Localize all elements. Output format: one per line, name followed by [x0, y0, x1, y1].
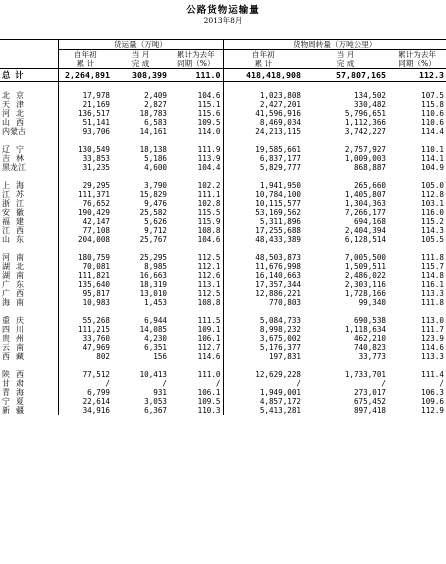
col-header-month: 当 月 — [131, 50, 150, 59]
cell-month-volume: 15,829 — [139, 190, 167, 199]
cell-ytd-turnover: 3,675,002 — [259, 334, 301, 343]
cell-month-turnover: 7,266,177 — [344, 208, 386, 217]
cell-month-volume: 4,230 — [144, 334, 167, 343]
cell-month-volume: 308,399 — [112, 69, 169, 82]
cell-pct-volume: 115.6 — [169, 109, 223, 118]
row-label: 总 计 — [0, 69, 58, 82]
cell-month-turnover: 2,757,927 — [344, 145, 386, 154]
table-row — [0, 271, 446, 280]
cell-month-volume: 5,626 — [144, 217, 167, 226]
cell-pct-volume: 111.5 — [169, 316, 223, 325]
cell-month-turnover: 273,017 — [353, 388, 386, 397]
cell-ytd-volume: 76,652 — [82, 199, 110, 208]
cell-pct-turnover: 112.3 — [388, 69, 446, 82]
row-label: 辽宁 — [0, 145, 58, 154]
cell-pct-volume: 113.9 — [169, 154, 223, 163]
cell-pct-turnover: 111.8 — [421, 298, 444, 307]
cell-pct-volume: 108.8 — [169, 226, 223, 235]
col-header-ytd-sub: 累 计 — [58, 59, 112, 69]
row-label: 宁夏 — [0, 397, 58, 406]
cell-ytd-volume: 6,799 — [87, 388, 110, 397]
col-header-pct-sub: 同期（%） — [388, 59, 446, 69]
row-label: 云南 — [0, 343, 58, 352]
row-label: 西藏 — [0, 352, 58, 361]
cell-pct-volume: 112.6 — [169, 271, 223, 280]
table-row — [0, 181, 446, 190]
cell-pct-turnover: 111.8 — [421, 253, 444, 262]
cell-pct-turnover: 114.1 — [421, 154, 444, 163]
cell-pct-volume: 114.0 — [169, 127, 223, 136]
cell-month-turnover: 897,418 — [353, 406, 386, 415]
cell-pct-volume: 112.1 — [169, 262, 223, 271]
cell-ytd-turnover: 5,311,896 — [259, 217, 301, 226]
cell-pct-turnover: 123.9 — [421, 334, 444, 343]
row-label: 山西 — [0, 118, 58, 127]
cell-month-volume: 10,413 — [139, 370, 167, 379]
cell-month-turnover: 7,005,500 — [344, 253, 386, 262]
row-label: 新疆 — [0, 406, 58, 415]
cell-ytd-volume: 34,916 — [82, 406, 110, 415]
cell-month-volume: / — [162, 379, 167, 388]
table-row — [0, 397, 446, 406]
group-spacer — [0, 82, 446, 92]
cell-month-volume: 2,827 — [144, 100, 167, 109]
cell-month-volume: 1,453 — [144, 298, 167, 307]
cell-pct-volume: 104.4 — [169, 163, 223, 172]
cell-pct-volume: 114.6 — [169, 352, 223, 361]
cell-ytd-turnover: 5,084,733 — [259, 316, 301, 325]
cell-pct-volume: 104.6 — [169, 91, 223, 100]
cell-pct-turnover: 115.8 — [421, 100, 444, 109]
cell-ytd-turnover: 11,676,998 — [255, 262, 301, 271]
cell-month-turnover: 57,807,165 — [303, 69, 388, 82]
cell-pct-volume: 112.5 — [169, 253, 223, 262]
row-label: 湖北 — [0, 262, 58, 271]
row-label: 青海 — [0, 388, 58, 397]
report-subtitle: 2013年8月 — [203, 16, 243, 25]
table-row — [0, 325, 446, 334]
cell-month-volume: 4,600 — [144, 163, 167, 172]
cell-month-volume: 16,663 — [139, 271, 167, 280]
table-row — [0, 289, 446, 298]
row-label: 湖南 — [0, 271, 58, 280]
cell-ytd-volume: 95,817 — [82, 289, 110, 298]
cell-ytd-volume: 111,215 — [77, 325, 110, 334]
cell-month-turnover: 134,502 — [353, 91, 386, 100]
cell-month-volume: 3,790 — [144, 181, 167, 190]
cell-pct-volume: 102.2 — [169, 181, 223, 190]
cell-pct-volume: 113.1 — [169, 280, 223, 289]
cell-month-volume: 6,367 — [144, 406, 167, 415]
cell-ytd-volume: 77,512 — [82, 370, 110, 379]
cell-ytd-volume: 17,978 — [82, 91, 110, 100]
cell-pct-turnover: / — [439, 379, 444, 388]
cell-pct-turnover: 106.3 — [421, 388, 444, 397]
table-row — [0, 352, 446, 361]
cell-ytd-volume: 21,169 — [82, 100, 110, 109]
cell-pct-volume: 115.5 — [169, 208, 223, 217]
cell-month-turnover: 675,452 — [353, 397, 386, 406]
cell-ytd-volume: 33,853 — [82, 154, 110, 163]
table-row — [0, 226, 446, 235]
cell-month-turnover: 1,112,366 — [344, 118, 386, 127]
cell-pct-turnover: 105.0 — [421, 181, 444, 190]
cell-ytd-turnover: 1,023,808 — [259, 91, 301, 100]
cell-pct-volume: 111.0 — [169, 69, 223, 82]
row-label: 黑龙江 — [0, 163, 58, 172]
cell-month-volume: 2,409 — [144, 91, 167, 100]
cell-ytd-turnover: 19,585,661 — [255, 145, 301, 154]
cell-month-turnover: 6,128,514 — [344, 235, 386, 244]
table-row — [0, 190, 446, 199]
table-row — [0, 343, 446, 352]
cell-month-turnover: / — [381, 379, 386, 388]
cell-pct-volume: 111.9 — [169, 145, 223, 154]
cell-pct-turnover: 114.4 — [421, 127, 444, 136]
group-spacer — [0, 172, 446, 181]
cell-pct-turnover: 114.8 — [421, 271, 444, 280]
row-label: 江西 — [0, 226, 58, 235]
group-spacer — [0, 244, 446, 253]
cell-pct-turnover: 110.1 — [421, 145, 444, 154]
cell-pct-turnover: 104.9 — [421, 163, 444, 172]
table-row — [0, 208, 446, 217]
row-label: 福建 — [0, 217, 58, 226]
cell-month-turnover: 740,823 — [353, 343, 386, 352]
cell-ytd-turnover: 5,176,377 — [259, 343, 301, 352]
col-header-month-sub: 完 成 — [303, 59, 388, 69]
cell-month-turnover: 1,405,807 — [344, 190, 386, 199]
col-header-ytd-sub: 累 计 — [223, 59, 303, 69]
col-header-pct: 累计为去年 — [398, 50, 436, 59]
cell-pct-volume: 108.8 — [169, 298, 223, 307]
row-label: 陕西 — [0, 370, 58, 379]
cell-pct-turnover: 111.4 — [421, 370, 444, 379]
table-row — [0, 235, 446, 244]
cell-pct-volume: 112.5 — [169, 289, 223, 298]
table-row — [0, 145, 446, 154]
cell-month-volume: 931 — [153, 388, 167, 397]
cell-month-volume: 5,186 — [144, 154, 167, 163]
cell-ytd-volume: 136,517 — [77, 109, 110, 118]
cell-pct-volume: 104.6 — [169, 235, 223, 244]
cell-month-turnover: 868,887 — [353, 163, 386, 172]
table-row — [0, 406, 446, 415]
cell-ytd-turnover: 5,829,777 — [259, 163, 301, 172]
cell-ytd-volume: 33,760 — [82, 334, 110, 343]
row-label: 浙江 — [0, 199, 58, 208]
cell-ytd-volume: 51,141 — [82, 118, 110, 127]
cell-ytd-turnover: 2,427,201 — [259, 100, 301, 109]
cell-ytd-turnover: 6,837,177 — [259, 154, 301, 163]
cell-month-turnover: 1,728,166 — [344, 289, 386, 298]
row-label: 山东 — [0, 235, 58, 244]
cell-month-turnover: 694,168 — [353, 217, 386, 226]
cell-month-volume: 25,767 — [139, 235, 167, 244]
row-label: 广东 — [0, 280, 58, 289]
cell-ytd-turnover: 17,255,688 — [255, 226, 301, 235]
col-header-month: 当 月 — [336, 50, 355, 59]
cell-pct-turnover: 103.1 — [421, 199, 444, 208]
cell-pct-turnover: 115.2 — [421, 217, 444, 226]
cell-ytd-volume: 77,108 — [82, 226, 110, 235]
cell-month-turnover: 1,304,363 — [344, 199, 386, 208]
cell-ytd-turnover: 48,433,389 — [255, 235, 301, 244]
row-label: 甘肃 — [0, 379, 58, 388]
cell-ytd-turnover: / — [296, 379, 301, 388]
cell-pct-volume: 111.1 — [169, 190, 223, 199]
cell-ytd-turnover: 24,213,115 — [255, 127, 301, 136]
cell-month-volume: 18,319 — [139, 280, 167, 289]
cell-ytd-volume: 55,268 — [82, 316, 110, 325]
col-header-pct: 累计为去年 — [169, 50, 223, 60]
table-row — [0, 316, 446, 325]
table-row — [0, 379, 446, 388]
cell-ytd-turnover: 5,413,281 — [259, 406, 301, 415]
cell-pct-turnover: 112.8 — [421, 190, 444, 199]
table-row — [0, 154, 446, 163]
group-spacer — [0, 307, 446, 316]
cell-pct-turnover: 111.7 — [421, 325, 444, 334]
cell-month-volume: 25,582 — [139, 208, 167, 217]
table-row — [0, 199, 446, 208]
cell-ytd-volume: 10,983 — [82, 298, 110, 307]
row-label: 河北 — [0, 109, 58, 118]
cell-ytd-volume: 47,969 — [82, 343, 110, 352]
cell-ytd-turnover: 12,629,228 — [255, 370, 301, 379]
cell-ytd-turnover: 1,949,001 — [259, 388, 301, 397]
cell-ytd-turnover: 8,998,232 — [259, 325, 301, 334]
cell-pct-turnover: 109.6 — [421, 397, 444, 406]
cell-month-volume: 6,944 — [144, 316, 167, 325]
cell-ytd-turnover: 41,596,916 — [255, 109, 301, 118]
cell-pct-turnover: 114.3 — [421, 226, 444, 235]
cell-month-volume: 13,010 — [139, 289, 167, 298]
cell-month-volume: 25,295 — [139, 253, 167, 262]
row-label: 海南 — [0, 298, 58, 307]
cell-pct-turnover: 116.0 — [421, 208, 444, 217]
cell-month-volume: 14,085 — [139, 325, 167, 334]
freight-table — [0, 39, 446, 415]
group-spacer — [0, 361, 446, 370]
cell-month-turnover: 1,009,003 — [344, 154, 386, 163]
cell-ytd-volume: 29,295 — [82, 181, 110, 190]
table-row — [0, 262, 446, 271]
cell-pct-volume: 115.1 — [169, 100, 223, 109]
col-header-pct-sub: 同期（%） — [169, 59, 223, 69]
cell-month-turnover: 330,482 — [353, 100, 386, 109]
cell-ytd-volume: 135,640 — [77, 280, 110, 289]
col-header-ytd: 自年初 — [73, 50, 97, 59]
cell-ytd-volume: 70,081 — [82, 262, 110, 271]
cell-ytd-volume: 802 — [96, 352, 110, 361]
cell-pct-turnover: 113.3 — [421, 289, 444, 298]
cell-pct-volume: 112.7 — [169, 343, 223, 352]
row-label: 重庆 — [0, 316, 58, 325]
cell-month-volume: 156 — [153, 352, 167, 361]
cell-pct-volume: 106.1 — [169, 388, 223, 397]
cell-pct-turnover: 110.6 — [421, 118, 444, 127]
cell-pct-volume: 102.8 — [169, 199, 223, 208]
row-label: 贵州 — [0, 334, 58, 343]
cell-pct-volume: / — [169, 379, 223, 388]
table-row — [0, 334, 446, 343]
cell-month-volume: 8,985 — [144, 262, 167, 271]
row-label: 广西 — [0, 289, 58, 298]
cell-ytd-volume: 204,008 — [77, 235, 110, 244]
cell-ytd-turnover: 197,831 — [268, 352, 301, 361]
cell-pct-turnover: 112.9 — [421, 406, 444, 415]
cell-ytd-volume: / — [105, 379, 110, 388]
table-row — [0, 127, 446, 136]
cell-month-volume: 6,351 — [144, 343, 167, 352]
row-label: 河南 — [0, 253, 58, 262]
cell-pct-volume: 106.1 — [169, 334, 223, 343]
cell-ytd-turnover: 16,140,663 — [255, 271, 301, 280]
cell-ytd-volume: 111,821 — [77, 271, 110, 280]
group-spacer — [0, 136, 446, 145]
table-row — [0, 163, 446, 172]
cell-month-turnover: 1,118,634 — [344, 325, 386, 334]
cell-pct-turnover: 114.6 — [421, 343, 444, 352]
cell-pct-turnover: 116.1 — [421, 280, 444, 289]
cell-month-turnover: 99,340 — [358, 298, 386, 307]
cell-ytd-turnover: 17,357,344 — [255, 280, 301, 289]
table-row — [0, 118, 446, 127]
col-header-ytd: 自年初 — [251, 50, 275, 59]
row-label: 安徽 — [0, 208, 58, 217]
cell-ytd-turnover: 48,503,873 — [255, 253, 301, 262]
cell-pct-volume: 111.0 — [169, 370, 223, 379]
table-row — [0, 388, 446, 397]
cell-ytd-turnover: 10,784,100 — [255, 190, 301, 199]
cell-month-turnover: 33,773 — [358, 352, 386, 361]
total-row — [0, 69, 446, 82]
cell-pct-turnover: 113.3 — [421, 352, 444, 361]
row-label: 上海 — [0, 181, 58, 190]
cell-ytd-turnover: 53,169,562 — [255, 208, 301, 217]
cell-pct-volume: 109.1 — [169, 325, 223, 334]
table-row — [0, 253, 446, 262]
cell-ytd-volume: 42,147 — [82, 217, 110, 226]
group-header-freight-turnover: 货物周转量（万吨公里） — [223, 40, 446, 50]
cell-pct-turnover: 115.7 — [421, 262, 444, 271]
table-row — [0, 217, 446, 226]
cell-ytd-volume: 180,759 — [77, 253, 110, 262]
cell-ytd-volume: 31,235 — [82, 163, 110, 172]
cell-pct-turnover: 107.5 — [421, 91, 444, 100]
cell-ytd-turnover: 1,941,950 — [259, 181, 301, 190]
cell-pct-volume: 109.5 — [169, 118, 223, 127]
cell-month-volume: 14,161 — [139, 127, 167, 136]
row-label: 四川 — [0, 325, 58, 334]
cell-month-volume: 3,053 — [144, 397, 167, 406]
cell-month-turnover: 3,742,227 — [344, 127, 386, 136]
table-row — [0, 370, 446, 379]
report-title: 公路货物运输量 — [186, 5, 260, 16]
cell-ytd-turnover: 770,803 — [268, 298, 301, 307]
cell-ytd-volume: 22,614 — [82, 397, 110, 406]
cell-month-turnover: 1,733,701 — [344, 370, 386, 379]
cell-ytd-volume: 130,549 — [77, 145, 110, 154]
cell-ytd-volume: 2,264,891 — [58, 69, 112, 82]
row-label: 江苏 — [0, 190, 58, 199]
cell-pct-volume: 115.9 — [169, 217, 223, 226]
col-header-month-sub: 完 成 — [112, 59, 169, 69]
cell-month-turnover: 2,486,022 — [344, 271, 386, 280]
cell-month-volume: 6,583 — [144, 118, 167, 127]
row-label: 天津 — [0, 100, 58, 109]
cell-month-turnover: 1,509,511 — [344, 262, 386, 271]
cell-pct-turnover: 113.0 — [421, 316, 444, 325]
table-row — [0, 280, 446, 289]
group-header-freight-volume: 货运量（万吨） — [58, 40, 223, 50]
cell-month-volume: 9,712 — [144, 226, 167, 235]
table-row — [0, 298, 446, 307]
cell-ytd-turnover: 8,469,034 — [259, 118, 301, 127]
cell-ytd-volume: 93,706 — [82, 127, 110, 136]
cell-ytd-turnover: 4,857,172 — [259, 397, 301, 406]
table-row — [0, 91, 446, 100]
cell-pct-turnover: 110.6 — [421, 109, 444, 118]
cell-month-volume: 9,476 — [144, 199, 167, 208]
cell-month-volume: 18,138 — [139, 145, 167, 154]
cell-month-turnover: 2,404,394 — [344, 226, 386, 235]
cell-month-turnover: 462,210 — [353, 334, 386, 343]
cell-pct-turnover: 105.5 — [421, 235, 444, 244]
row-label: 吉林 — [0, 154, 58, 163]
cell-month-turnover: 2,303,116 — [344, 280, 386, 289]
cell-ytd-volume: 111,371 — [77, 190, 110, 199]
cell-month-turnover: 5,796,651 — [344, 109, 386, 118]
cell-pct-volume: 110.3 — [169, 406, 223, 415]
table-row — [0, 100, 446, 109]
cell-month-turnover: 690,538 — [353, 316, 386, 325]
cell-ytd-turnover: 12,886,221 — [255, 289, 301, 298]
table-row — [0, 109, 446, 118]
cell-pct-volume: 109.5 — [169, 397, 223, 406]
cell-month-turnover: 265,660 — [353, 181, 386, 190]
row-label: 内蒙古 — [0, 127, 58, 136]
row-label: 北京 — [0, 91, 58, 100]
cell-ytd-turnover: 418,418,908 — [223, 69, 303, 82]
cell-ytd-turnover: 10,115,577 — [255, 199, 301, 208]
cell-month-volume: 18,783 — [139, 109, 167, 118]
cell-ytd-volume: 190,429 — [77, 208, 110, 217]
